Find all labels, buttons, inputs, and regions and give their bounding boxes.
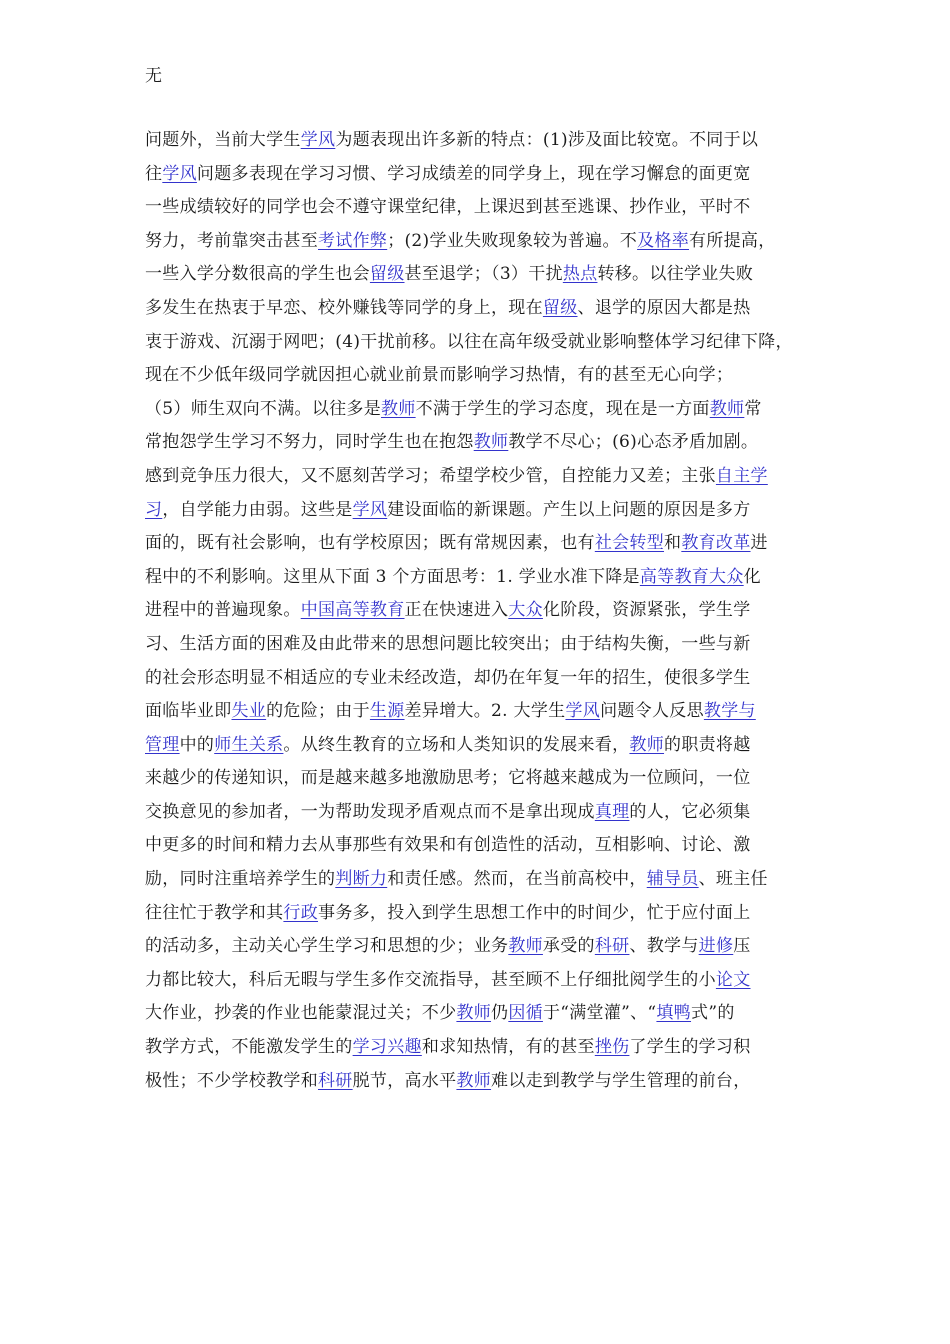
hyperlink[interactable]: 教育改革 <box>681 533 751 554</box>
text-run: 教学方式，不能激发学生的 <box>145 1037 353 1058</box>
hyperlink[interactable]: 论文 <box>715 969 751 990</box>
text-run: 大作业，抄袭的作业也能蒙混过关；不少 <box>145 1003 457 1024</box>
text-run: 事务多，投入到学生思想工作中的时间少，忙于应付面上 <box>318 902 751 923</box>
text-run: 不满于学生的学习态度，现在是一方面 <box>415 398 710 419</box>
text-run: 的活动多，主动关心学生学习和思想的少；业务 <box>145 936 509 957</box>
text-run: 习、生活方面的困难及由此带来的思想问题比较突出；由于结构失衡，一些与新 <box>145 633 751 654</box>
text-run: 化 <box>743 566 761 587</box>
text-run: 、教学与 <box>629 936 699 957</box>
hyperlink[interactable]: 教师 <box>508 936 543 957</box>
text-line <box>145 393 813 427</box>
hyperlink[interactable]: 科研 <box>318 1070 353 1091</box>
text-run: 为题表现出许多新的特点：(1)涉及面比较宽。不同于以 <box>335 130 759 150</box>
hyperlink[interactable]: 因循 <box>508 1003 543 1024</box>
text-line <box>145 695 813 729</box>
text-line <box>145 662 813 696</box>
hyperlink[interactable]: 高等教育大众 <box>639 566 744 587</box>
text-run: 教学不尽心；(6)心态矛盾加剧。 <box>508 432 759 453</box>
text-run: 一些成绩较好的同学也会不遵守课堂纪律，上课迟到甚至逃课、抄作业，平时不 <box>145 197 751 218</box>
text-run: 进 <box>750 533 768 554</box>
hyperlink[interactable]: 科研 <box>594 936 630 957</box>
hyperlink[interactable]: 挫伤 <box>594 1037 630 1058</box>
text-run: 问题外，当前大学生 <box>145 130 301 150</box>
hyperlink[interactable]: 教学与 <box>703 701 756 722</box>
text-line <box>145 796 813 830</box>
text-run: 交换意见的参加者，一为帮助发现矛盾观点而不是拿出现成 <box>145 801 595 822</box>
text-run: 转移。以往学业失败 <box>597 264 754 285</box>
hyperlink[interactable]: 留级 <box>369 264 405 285</box>
text-run: 常抱怨学生学习不努力，同时学生也在抱怨 <box>145 432 474 453</box>
text-run: 衷于游戏、沉溺于网吧；(4)干扰前移。以往在高年级受就业影响整体学习纪律下降， <box>145 331 793 352</box>
hyperlink[interactable]: 填鸭 <box>656 1003 692 1024</box>
hyperlink[interactable]: 行政 <box>283 902 319 923</box>
hyperlink[interactable]: 管理 <box>145 734 180 755</box>
text-line <box>145 1065 813 1099</box>
hyperlink[interactable]: 学风 <box>352 499 388 520</box>
text-run: 仍 <box>491 1003 509 1024</box>
text-line <box>145 258 813 292</box>
text-run: 和责任感。然而，在当前高校中， <box>387 869 647 890</box>
text-run: 现在不少低年级同学就因担心就业前景而影响学习热情，有的甚至无心向学； <box>145 365 734 386</box>
text-line <box>145 897 813 931</box>
text-line <box>145 527 813 561</box>
text-run: 甚至退学；（3）干扰 <box>404 264 563 285</box>
text-run: 承受的 <box>542 936 595 957</box>
text-run: 面的，既有社会影响，也有学校原因；既有常规因素，也有 <box>145 533 595 554</box>
hyperlink[interactable]: 教师 <box>456 1070 492 1091</box>
text-line <box>145 930 813 964</box>
text-run: 多发生在热衷于早恋、校外赚钱等同学的身上，现在 <box>145 297 543 318</box>
text-run: ，自学能力由弱。这些是 <box>162 499 353 520</box>
hyperlink[interactable]: 教师 <box>709 398 745 419</box>
hyperlink[interactable]: 热点 <box>562 264 598 285</box>
hyperlink[interactable]: 教师 <box>381 398 416 419</box>
text-line <box>145 628 813 662</box>
text-run: 。从终生教育的立场和人类知识的发展来看， <box>283 734 630 755</box>
text-line <box>145 460 813 494</box>
text-run: 式”的 <box>691 1003 735 1024</box>
text-run: （5）师生双向不满。以往多是 <box>145 398 382 419</box>
hyperlink[interactable]: 辅导员 <box>646 869 699 890</box>
text-line <box>145 829 813 863</box>
text-run: 一些入学分数很高的学生也会 <box>145 264 370 285</box>
text-run: 、班主任 <box>698 869 768 890</box>
text-line <box>145 997 813 1031</box>
hyperlink[interactable]: 学风 <box>162 163 197 184</box>
text-run: 努力，考前靠突击甚至 <box>145 230 318 251</box>
text-line <box>145 762 813 796</box>
text-line <box>145 494 813 528</box>
hyperlink[interactable]: 进修 <box>698 936 734 957</box>
hyperlink[interactable]: 教师 <box>473 432 509 453</box>
text-run: ；(2)学业失败现象较为普遍。不 <box>387 230 638 251</box>
text-line <box>145 191 813 225</box>
hyperlink[interactable]: 及格率 <box>637 230 689 251</box>
text-run: 中更多的时间和精力去从事那些有效果和有创造性的活动，互相影响、讨论、激 <box>145 835 751 856</box>
text-run: 正在快速进入 <box>404 600 509 621</box>
hyperlink[interactable]: 自主学 <box>715 465 768 486</box>
hyperlink[interactable]: 真理 <box>594 801 630 822</box>
text-run: 的职责将越 <box>664 734 751 755</box>
text-run: 进程中的普遍现象。 <box>145 600 301 621</box>
text-run: 难以走到教学与学生管理的前台， <box>491 1070 751 1091</box>
hyperlink[interactable]: 习 <box>145 499 163 520</box>
body-paragraph <box>145 124 813 1098</box>
text-line <box>145 426 813 460</box>
text-run: 力都比较大，科后无暇与学生多作交流指导，甚至顾不上仔细批阅学生的小 <box>145 969 716 990</box>
hyperlink[interactable]: 中国高等教育 <box>300 600 405 621</box>
text-line <box>145 326 813 360</box>
text-run: 问题令人反思 <box>600 701 704 722</box>
text-run: 有所提高， <box>689 230 776 251</box>
hyperlink[interactable]: 留级 <box>542 297 578 318</box>
text-run: 极性；不少学校教学和 <box>145 1070 318 1091</box>
text-run: 往往忙于教学和其 <box>145 902 284 923</box>
text-run: 于“满堂灌”、“ <box>542 1003 657 1024</box>
hyperlink[interactable]: 社会转型 <box>594 533 665 554</box>
text-line <box>145 561 813 595</box>
hyperlink[interactable]: 大众 <box>508 600 543 621</box>
text-line <box>145 594 813 628</box>
hyperlink[interactable]: 师生关系 <box>214 734 284 755</box>
text-run: 程中的不利影响。这里从下面 3 个方面思考：1. 学业水准下降是 <box>145 566 640 587</box>
text-run: 差异增大。2. 大学生 <box>404 701 566 722</box>
text-run: 了学生的学习积 <box>629 1037 751 1058</box>
hyperlink[interactable]: 判断力 <box>335 869 388 890</box>
text-line <box>145 359 813 393</box>
text-line <box>145 863 813 897</box>
text-run: 化阶段，资源紧张，学生学 <box>542 600 751 621</box>
text-run: 和 <box>664 533 682 554</box>
text-run: 来越少的传递知识，而是越来越多地激励思考；它将越来越成为一位顾问，一位 <box>145 768 751 789</box>
hyperlink[interactable]: 失业 <box>231 701 267 722</box>
text-run: 和求知热情，有的甚至 <box>421 1037 595 1058</box>
hyperlink[interactable]: 学风 <box>565 701 601 722</box>
text-run: 面临毕业即 <box>145 701 232 722</box>
text-run: 的社会形态明显不相适应的专业未经改造，却仍在年复一年的招生，使很多学生 <box>145 667 751 688</box>
text-run: 励，同时注重培养学生的 <box>145 869 336 890</box>
hyperlink[interactable]: 考试作弊 <box>318 230 388 251</box>
text-line <box>145 124 813 158</box>
text-run: 、退学的原因大都是热 <box>577 297 751 318</box>
text-line <box>145 964 813 998</box>
text-line <box>145 225 813 259</box>
text-line <box>145 292 813 326</box>
text-run: 脱节，高水平 <box>352 1070 457 1091</box>
hyperlink[interactable]: 学习兴趣 <box>352 1037 422 1058</box>
text-run: 的人，它必须集 <box>629 801 751 822</box>
text-run: 常 <box>744 398 762 419</box>
hyperlink[interactable]: 教师 <box>629 734 665 755</box>
text-run: 往 <box>145 163 163 184</box>
text-run: 问题多表现在学习习惯、学习成绩差的同学身上，现在学习懈怠的面更宽 <box>196 163 751 184</box>
text-run: 建设面临的新课题。产生以上问题的原因是多方 <box>387 499 751 520</box>
hyperlink[interactable]: 教师 <box>456 1003 492 1024</box>
hyperlink[interactable]: 学风 <box>300 130 336 150</box>
page-header: 无 <box>145 66 162 86</box>
text-line <box>145 158 813 192</box>
text-run: 感到竞争压力很大，又不愿刻苦学习；希望学校少管，自控能力又差；主张 <box>145 465 716 486</box>
text-line <box>145 1031 813 1065</box>
text-run: 的危险；由于 <box>266 701 370 722</box>
text-line <box>145 729 813 763</box>
hyperlink[interactable]: 生源 <box>369 701 405 722</box>
text-run: 压 <box>733 936 751 957</box>
text-run: 中的 <box>179 734 215 755</box>
